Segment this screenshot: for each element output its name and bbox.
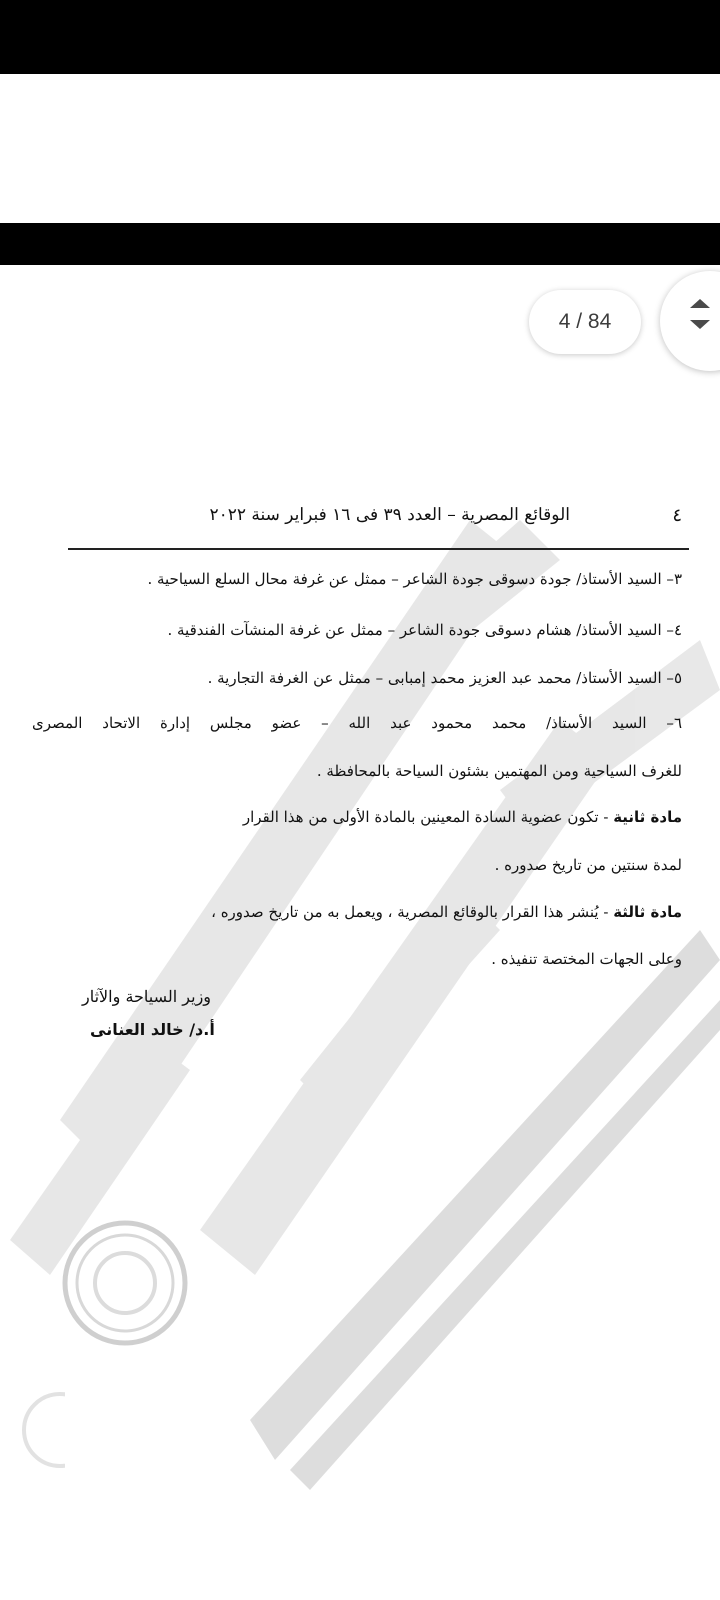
gazette-header: الوقائع المصرية – العدد ٣٩ فى ١٦ فبراير سنة ٢٠٢٢ [209, 505, 570, 525]
seal-left-icon [60, 1218, 190, 1348]
member-line-continuation: للغرف السياحية ومن المهتمين بشئون السياحة بالمحافظة . [316, 762, 682, 780]
status-bar [0, 0, 720, 74]
article-3-text: - يُنشر هذا القرار بالوقائع المصرية ، ويعمل به من تاريخ صدوره ، [211, 903, 609, 921]
member-line: ٥– السيد الأستاذ/ محمد عبد العزيز محمد إمبابى – ممثل عن الغرفة التجارية . [207, 669, 682, 687]
article-3-line [211, 903, 682, 921]
viewer-toolbar [0, 223, 720, 265]
article-3-continuation: وعلى الجهات المختصة تنفيذه . [491, 950, 682, 968]
article-2-continuation: لمدة سنتين من تاريخ صدوره . [494, 856, 682, 874]
member-line: ٤– السيد الأستاذ/ هشام دسوقى جودة الشاعر – ممثل عن غرفة المنشآت الفندقية . [167, 621, 682, 639]
member-line: ٦– السيد الأستاذ/ محمد محمود عبد الله – عضو مجلس إدارة الاتحاد المصرى [32, 714, 682, 732]
article-3-label: مادة ثالثة [613, 903, 682, 921]
triangle-up-icon [690, 299, 710, 308]
member-line: ٣– السيد الأستاذ/ جودة دسوقى جودة الشاعر – ممثل عن غرفة محال السلع السياحية . [147, 570, 682, 588]
scroll-button[interactable] [660, 271, 720, 371]
minister-name: أ.د/ خالد العنانى [90, 1020, 215, 1039]
article-2-text: - تكون عضوية السادة المعينين بالمادة الأولى من هذا القرار [242, 808, 609, 826]
page-indicator: 4 / 84 [529, 290, 641, 354]
article-2-label: مادة ثانية [613, 808, 682, 826]
minister-title: وزير السياحة والآثار [82, 987, 212, 1006]
article-2-line [32, 808, 682, 826]
page-number: ٤ [672, 505, 682, 526]
header-divider [68, 548, 689, 550]
seal-partial-icon [5, 1390, 65, 1470]
triangle-down-icon [690, 320, 710, 329]
